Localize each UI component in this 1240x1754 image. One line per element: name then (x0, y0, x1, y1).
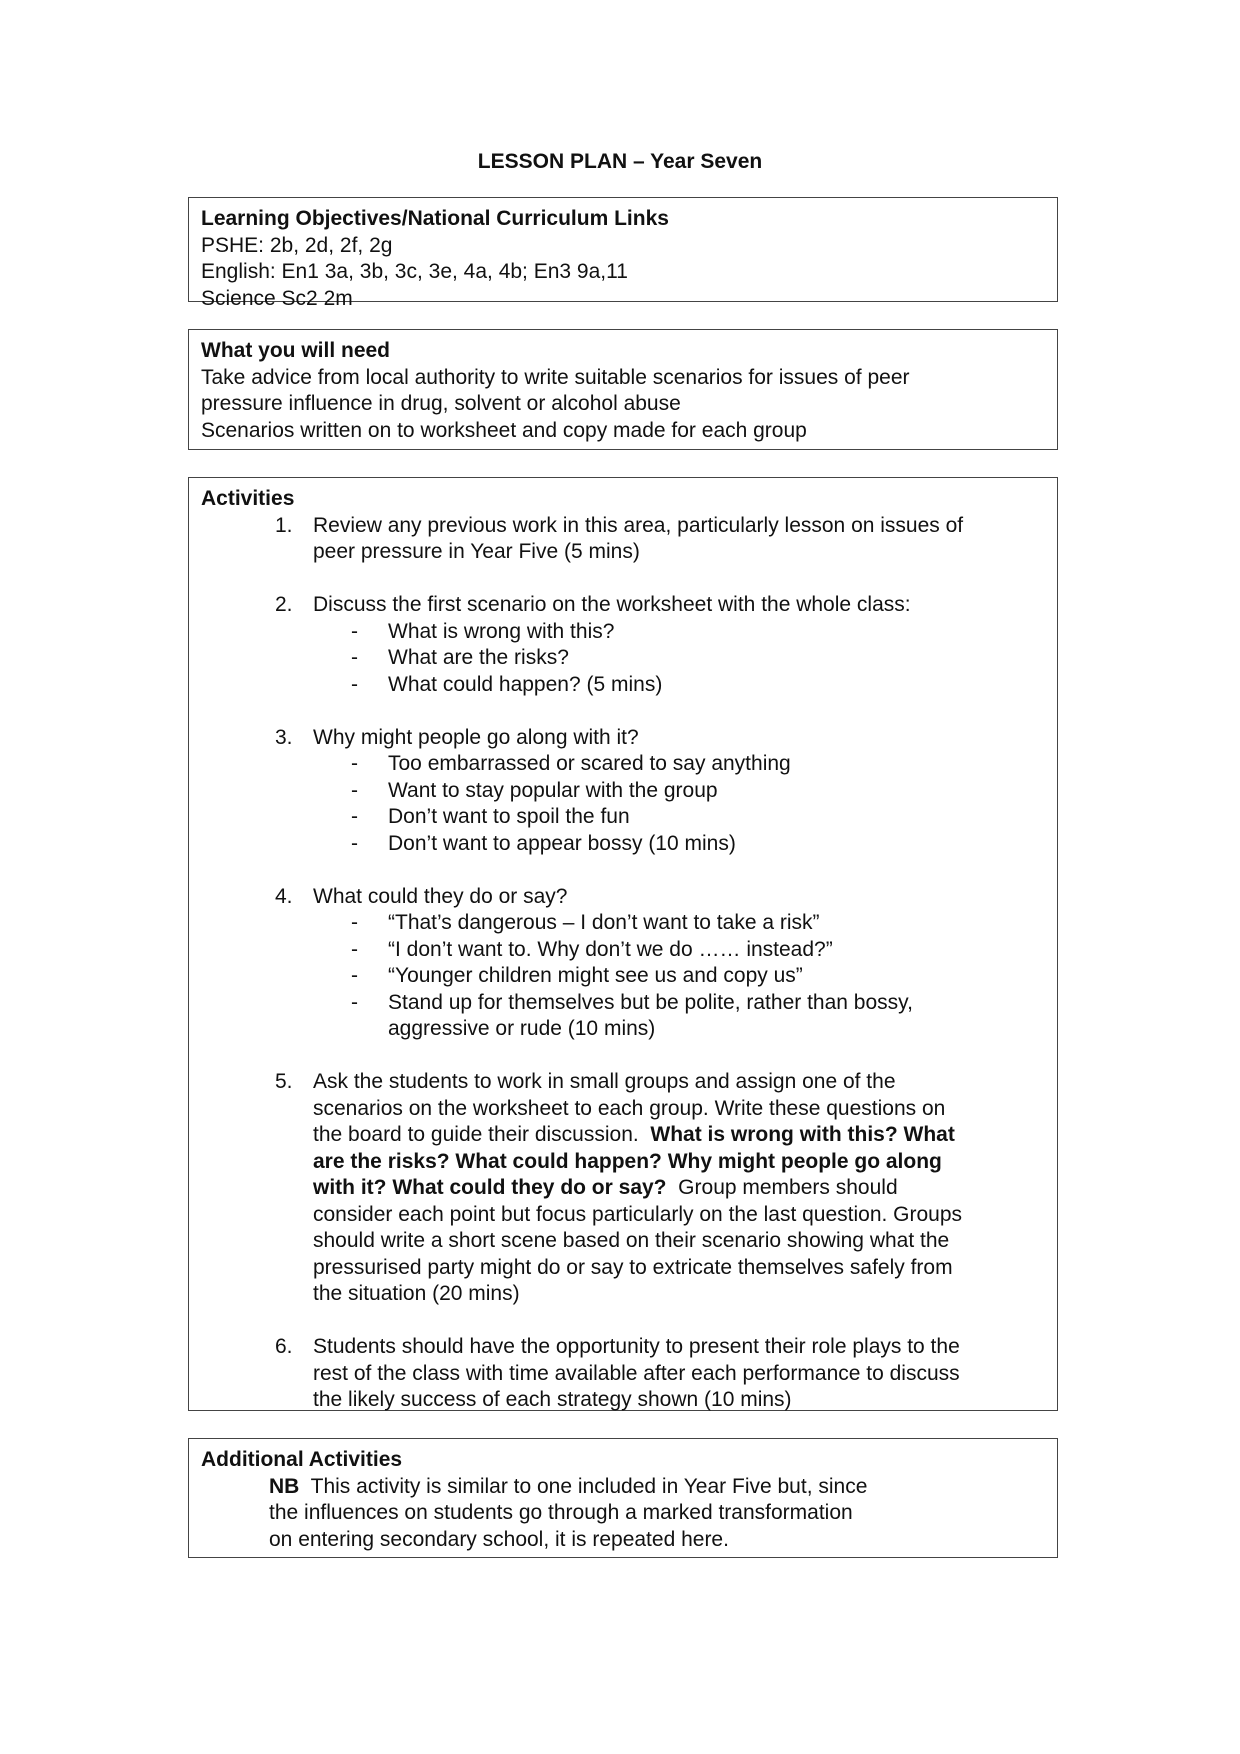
additional-heading: Additional Activities (201, 1448, 403, 1471)
activity-text (313, 1122, 1045, 1149)
need-heading: What you will need (201, 339, 391, 362)
activity-number: 1. (275, 513, 293, 537)
additional-line: on entering secondary school, it is repeated here. (269, 1527, 729, 1551)
activity-text-plain: the board to guide their discussion. (313, 1123, 651, 1146)
activity-item (201, 1069, 1045, 1308)
sub-item (313, 990, 1045, 1043)
objectives-heading: Learning Objectives/National Curriculum Links (201, 207, 669, 230)
activity-text: Students should have the opportunity to present their role plays to the (313, 1335, 960, 1358)
activity-text: rest of the class with time available after each performance to discuss (313, 1361, 960, 1385)
activities-box (188, 477, 1058, 1411)
activity-text-bold: What is wrong with this? What (650, 1123, 955, 1146)
additional-line: the influences on students go through a marked transformation (269, 1501, 853, 1524)
sub-item-text: “Younger children might see us and copy us” (388, 964, 803, 987)
sub-item (313, 910, 1045, 937)
sub-item (313, 645, 1045, 672)
activity-text: What could they do or say? (313, 884, 568, 908)
activity-text (313, 1175, 1045, 1202)
activity-number: 4. (275, 884, 293, 908)
nb-label: NB (269, 1474, 300, 1498)
activity-text-plain: Group members should (666, 1176, 898, 1199)
activity-text: the situation (20 mins) (313, 1282, 520, 1305)
page-title: LESSON PLAN – Year Seven (477, 150, 763, 173)
sub-item (313, 672, 1045, 699)
need-line: Take advice from local authority to write suitable scenarios for issues of peer (201, 365, 910, 389)
sub-item-text: What is wrong with this? (388, 619, 615, 643)
activity-item (201, 592, 1045, 698)
activity-text: peer pressure in Year Five (5 mins) (313, 540, 640, 563)
activity-item (201, 725, 1045, 858)
sub-item-text: Want to stay popular with the group (388, 778, 718, 802)
dash-bullet: - (351, 911, 358, 934)
dash-bullet: - (351, 937, 358, 961)
sub-item-text: Stand up for themselves but be polite, rather than bossy, (388, 990, 913, 1014)
sub-item (313, 804, 1045, 831)
activity-text-bold: are the risks? What could happen? Why might people go along (313, 1149, 942, 1173)
dash-bullet: - (351, 619, 358, 643)
activity-text-bold: with it? What could they do or say? (313, 1176, 667, 1199)
sub-item-text: What could happen? (5 mins) (388, 672, 663, 696)
activity-item (201, 1334, 1045, 1414)
sub-item-text: What are the risks? (388, 646, 569, 669)
dash-bullet: - (351, 752, 358, 775)
need-line: Scenarios written on to worksheet and copy made for each group (201, 418, 807, 442)
activity-text: the likely success of each strategy shown (10 mins) (313, 1388, 792, 1411)
activities-heading: Activities (201, 487, 295, 510)
sub-item-text: “I don’t want to. Why don’t we do …… instead?” (388, 937, 833, 961)
activity-number: 6. (275, 1335, 293, 1358)
activity-text: Review any previous work in this area, particularly lesson on issues of (313, 513, 964, 537)
dash-bullet: - (351, 831, 358, 855)
dash-bullet: - (351, 672, 358, 696)
activity-sublist (313, 619, 1045, 699)
need-line: pressure influence in drug, solvent or alcohol abuse (201, 392, 681, 415)
dash-bullet: - (351, 778, 358, 802)
activity-sublist (313, 751, 1045, 857)
activity-item (201, 884, 1045, 1043)
sub-item-text: “That’s dangerous – I don’t want to take a risk” (388, 911, 820, 934)
dash-bullet: - (351, 646, 358, 669)
dash-bullet: - (351, 964, 358, 987)
sub-item-text: Don’t want to appear bossy (10 mins) (388, 831, 736, 855)
additional-text: This activity is similar to one included in Year Five but, since (299, 1474, 868, 1498)
activity-number: 3. (275, 725, 293, 749)
objectives-line: PSHE: 2b, 2d, 2f, 2g (201, 233, 393, 257)
sub-item (313, 751, 1045, 778)
sub-item (313, 937, 1045, 964)
activity-number: 2. (275, 593, 293, 616)
dash-bullet: - (351, 805, 358, 828)
activity-text: scenarios on the worksheet to each group. Write these questions on (313, 1096, 946, 1120)
activities-list (201, 513, 1045, 1414)
activity-item (201, 513, 1045, 566)
objectives-line: Science Sc2 2m (201, 286, 353, 310)
activity-sublist (313, 910, 1045, 1043)
sub-item (313, 831, 1045, 858)
activity-text: Ask the students to work in small groups and assign one of the (313, 1070, 896, 1093)
sub-item-text: Don’t want to spoil the fun (388, 805, 630, 828)
sub-item (313, 963, 1045, 990)
activity-number: 5. (275, 1070, 293, 1093)
sub-item (313, 619, 1045, 646)
sub-item-text: Too embarrassed or scared to say anything (388, 752, 791, 775)
activity-text: should write a short scene based on their scenario showing what the (313, 1229, 950, 1252)
activity-text: Why might people go along with it? (313, 725, 639, 749)
activity-text: consider each point but focus particularly on the last question. Groups (313, 1202, 963, 1226)
activity-text: Discuss the first scenario on the worksheet with the whole class: (313, 593, 911, 616)
sub-item-text: aggressive or rude (10 mins) (388, 1017, 656, 1040)
additional-box (188, 1438, 1058, 1558)
additional-line (201, 1474, 1045, 1501)
sub-item (313, 778, 1045, 805)
objectives-line: English: En1 3a, 3b, 3c, 3e, 4a, 4b; En3 9a,11 (201, 260, 628, 283)
dash-bullet: - (351, 990, 358, 1014)
objectives-box (188, 197, 1058, 310)
activity-text: pressurised party might do or say to extricate themselves safely from (313, 1255, 953, 1279)
need-box (188, 329, 1058, 450)
